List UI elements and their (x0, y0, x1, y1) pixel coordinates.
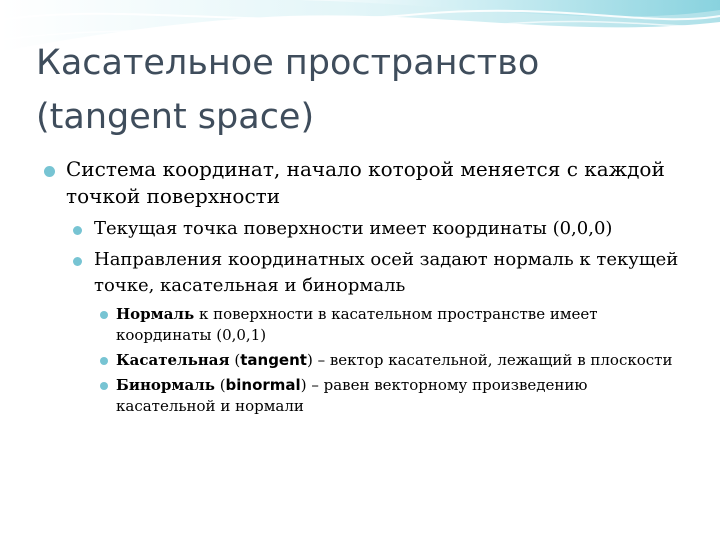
bullet-item-coordinate-system (36, 156, 686, 210)
bullet-dot-icon (100, 311, 108, 319)
bracket-open: ( (229, 351, 241, 369)
bullet-text: Текущая точка поверхности имеет координаты (0,0,0) (94, 218, 613, 239)
bullet-dot-icon (100, 357, 108, 365)
bullet-text: Система координат, начало которой меняется с каждой точкой поверхности (66, 157, 665, 208)
bullet-list (36, 156, 686, 421)
slide-title (36, 36, 696, 144)
bullet-dot-icon (73, 257, 82, 266)
bullet-dot-icon (44, 166, 55, 177)
term-normal: Нормаль (116, 305, 195, 323)
term-binormal-latin: binormal (225, 376, 301, 394)
bullet-text: ) – вектор касательной, лежащий в плоскости (306, 351, 673, 369)
slide-title-line-2: (tangent space) (36, 97, 315, 137)
bullet-dot-icon (100, 382, 108, 390)
bullet-text: Направления координатных осей задают нормаль к текущей точке, касательная и бинормаль (94, 249, 679, 296)
bullet-item-binormal (94, 375, 686, 417)
bullet-item-tangent (94, 350, 686, 371)
term-tangent: Касательная (116, 351, 230, 369)
bullet-item-axes-directions (66, 247, 686, 299)
term-binormal: Бинормаль (116, 376, 215, 394)
term-tangent-latin: tangent (240, 351, 307, 369)
bullet-dot-icon (73, 226, 82, 235)
bullet-item-current-point (66, 216, 686, 242)
bullet-text: ) – равен векторному произведению касательной и нормали (116, 376, 588, 415)
bullet-text: к поверхности в касательном пространстве имеет координаты (0,0,1) (116, 305, 598, 344)
bracket-open: ( (214, 376, 226, 394)
slide-title-line-1: Касательное пространство (36, 43, 540, 83)
bullet-item-normal (94, 304, 686, 346)
